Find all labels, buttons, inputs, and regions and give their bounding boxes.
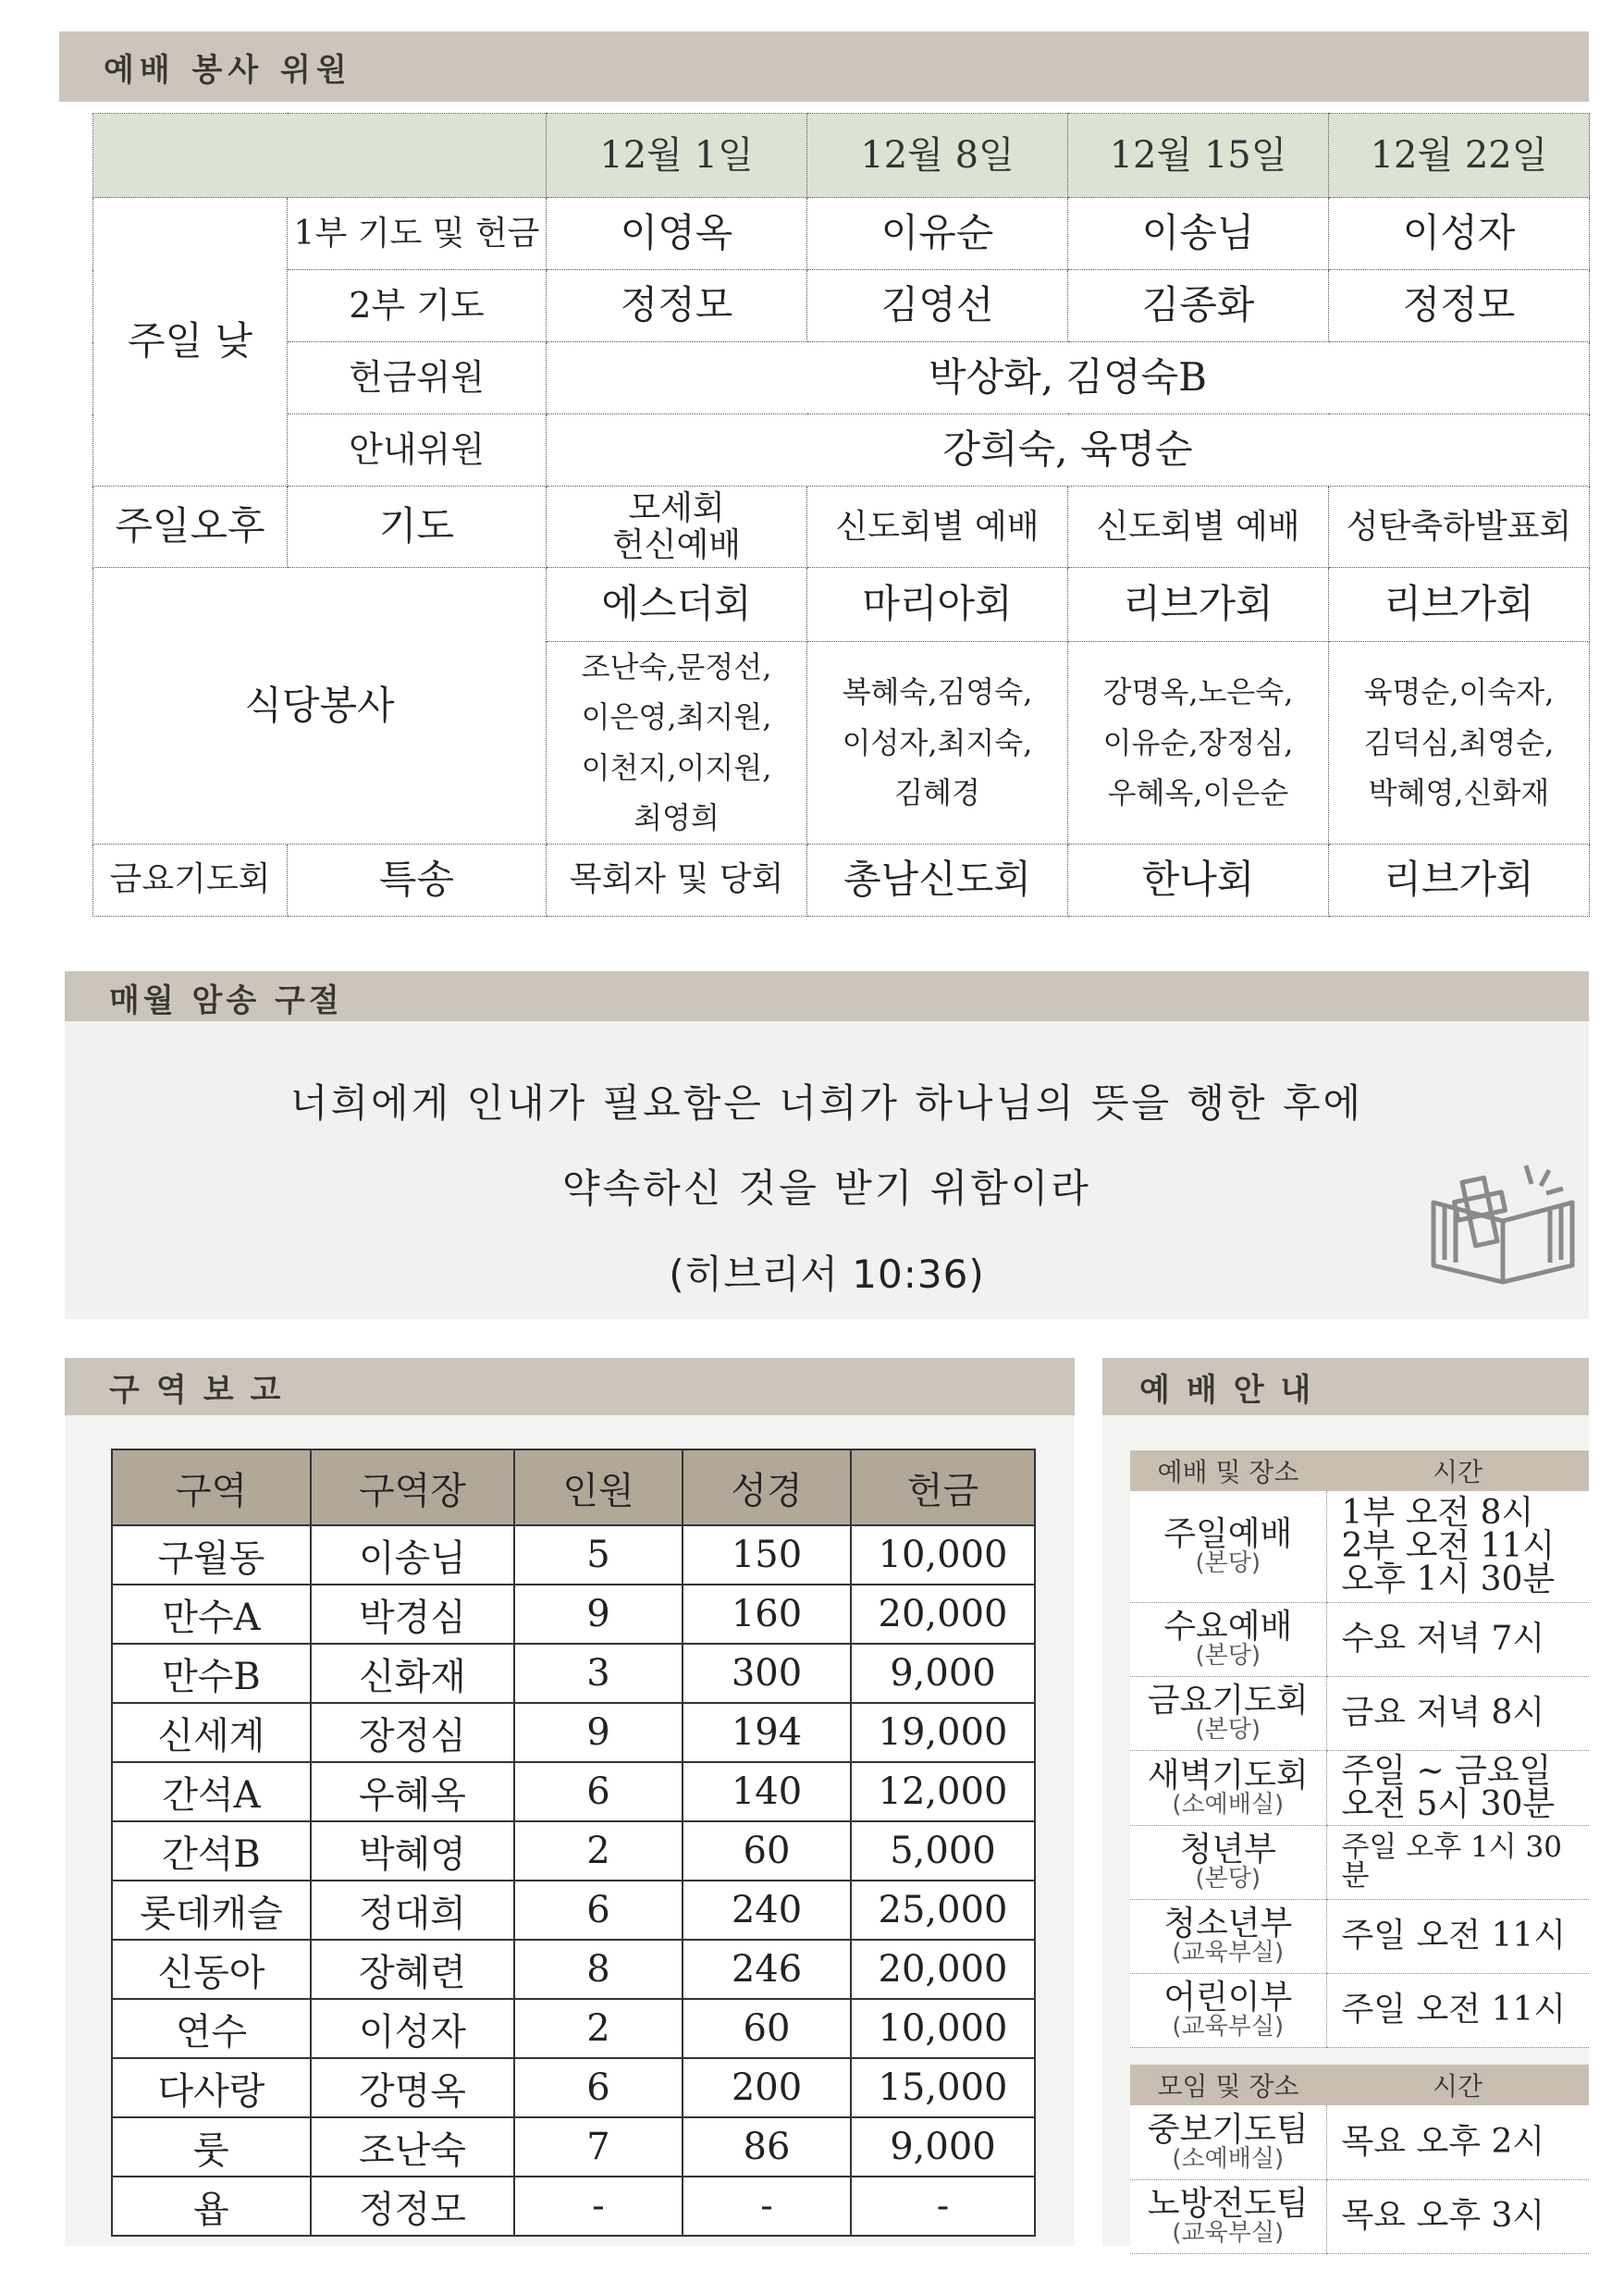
offering-amount: 20,000 — [851, 1585, 1035, 1644]
time-line: 금요 저녁 8시 — [1341, 1694, 1545, 1732]
worship-time — [1326, 1676, 1589, 1750]
kitchen-group: 리브가회 — [1329, 568, 1590, 642]
table-row — [112, 1940, 1035, 1999]
district-name: 만수A — [112, 1585, 311, 1644]
worship-place — [1130, 1973, 1326, 2047]
time-line: 2부 오전 11시 — [1341, 1526, 1556, 1565]
worship-place — [1130, 1825, 1326, 1899]
leader-name: 이성자 — [311, 1999, 514, 2058]
meeting-place — [1130, 2105, 1326, 2179]
meeting-name: 노방전도팀 — [1147, 2185, 1309, 2223]
worship-time — [1326, 1602, 1589, 1676]
bible-count: 86 — [683, 2117, 851, 2177]
meeting-place — [1130, 2179, 1326, 2253]
kitchen-label: 식당봉사 — [93, 568, 547, 845]
district-name: 구월동 — [112, 1525, 311, 1585]
afternoon-cell: 성탄축하발표회 — [1329, 487, 1590, 568]
leader-name: 강명옥 — [311, 2058, 514, 2117]
table-row — [112, 1999, 1035, 2058]
attendance: 6 — [514, 1881, 683, 1940]
offering-amount: 5,000 — [851, 1821, 1035, 1881]
friday-cell: 한나회 — [1068, 844, 1329, 916]
district-name: 간석B — [112, 1821, 311, 1881]
sunday-day-label: 주일 낮 — [93, 198, 288, 487]
meeting-row — [1130, 2179, 1589, 2253]
col-header-leader: 구역장 — [311, 1449, 514, 1525]
leader-name: 정대희 — [311, 1881, 514, 1940]
friday-cell: 목회자 및 당회 — [547, 844, 807, 916]
time-line: 목요 오후 2시 — [1341, 2122, 1545, 2161]
bible-count: 300 — [683, 1644, 851, 1703]
prayer1-cell: 이영옥 — [547, 198, 807, 270]
worship-row — [1130, 1825, 1589, 1899]
attendance: 8 — [514, 1940, 683, 1999]
dates-row — [93, 114, 1590, 198]
leader-name: 우혜옥 — [311, 1762, 514, 1821]
worship-row — [1130, 1491, 1589, 1602]
prayer2-cell: 정정모 — [1329, 270, 1590, 342]
district-name: 룻 — [112, 2117, 311, 2177]
worship-place — [1130, 1602, 1326, 1676]
attendance: 6 — [514, 2058, 683, 2117]
prayer2-cell: 김영선 — [807, 270, 1068, 342]
attendance: 7 — [514, 2117, 683, 2177]
offering-amount: 19,000 — [851, 1703, 1035, 1762]
meeting-schedule-table — [1130, 2065, 1589, 2254]
prayer1-row — [93, 198, 1590, 270]
district-name: 다사랑 — [112, 2058, 311, 2117]
worship-name: 주일예배 — [1163, 1514, 1293, 1553]
friday-row — [93, 844, 1590, 916]
leader-name: 이송님 — [311, 1525, 514, 1585]
leader-name: 장정심 — [311, 1703, 514, 1762]
section-header-worship-volunteers: 예배 봉사 위원 — [59, 31, 1589, 102]
date-cell: 12월 15일 — [1068, 114, 1329, 198]
attendance: 6 — [514, 1762, 683, 1821]
table-row — [112, 2058, 1035, 2117]
district-name: 신동아 — [112, 1940, 311, 1999]
col-header-time: 시간 — [1326, 1450, 1589, 1491]
prayer1-cell: 이유순 — [807, 198, 1068, 270]
prayer1-label: 1부 기도 및 헌금 — [288, 198, 547, 270]
worship-location: (교육부실) — [1172, 2013, 1285, 2041]
worship-location: (본당) — [1195, 1716, 1261, 1744]
kitchen-names: 복혜숙,김영숙, 이성자,최지숙, 김혜경 — [807, 642, 1068, 845]
table-row — [112, 1525, 1035, 1585]
table-row — [112, 1821, 1035, 1881]
meeting-location: (소예배실) — [1172, 2144, 1285, 2173]
district-name: 간석A — [112, 1762, 311, 1821]
sunday-afternoon-label: 주일오후 — [93, 487, 288, 568]
leader-name: 박혜영 — [311, 1821, 514, 1881]
time-line: 1부 오전 8시 — [1341, 1493, 1534, 1532]
bible-count: 60 — [683, 1821, 851, 1881]
worship-location: (교육부실) — [1172, 1939, 1285, 1967]
bible-count: 240 — [683, 1881, 851, 1940]
bible-count: - — [683, 2177, 851, 2236]
leader-name: 정정모 — [311, 2177, 514, 2236]
afternoon-cell: 모세회 헌신예배 — [547, 487, 807, 568]
meeting-row — [1130, 2105, 1589, 2179]
offering-amount: 10,000 — [851, 1999, 1035, 2058]
table-row — [112, 1703, 1035, 1762]
meeting-name: 중보기도팀 — [1147, 2110, 1309, 2149]
bible-count: 160 — [683, 1585, 851, 1644]
bible-count: 194 — [683, 1703, 851, 1762]
worship-location: (본당) — [1195, 1548, 1261, 1577]
empty-header-cell — [93, 114, 547, 198]
worship-volunteers-table — [92, 113, 1590, 917]
meeting-time — [1326, 2179, 1589, 2253]
offering-label: 헌금위원 — [288, 342, 547, 414]
time-line: 오후 1시 30분 — [1341, 1560, 1556, 1598]
kitchen-group: 리브가회 — [1068, 568, 1329, 642]
verse-line-1: 너희에게 인내가 필요함은 너희가 하나님의 뜻을 행한 후에 — [289, 1080, 1364, 1126]
worship-time — [1326, 1825, 1589, 1899]
attendance: 9 — [514, 1585, 683, 1644]
meeting-location: (교육부실) — [1172, 2219, 1285, 2247]
offering-amount: 25,000 — [851, 1881, 1035, 1940]
prayer1-cell: 이송님 — [1068, 198, 1329, 270]
district-name: 욥 — [112, 2177, 311, 2236]
kitchen-names: 육명순,이숙자, 김덕심,최영순, 박혜영,신화재 — [1329, 642, 1590, 845]
table-row — [112, 2177, 1035, 2236]
worship-time — [1326, 1750, 1589, 1825]
time-line: 주일 오전 11시 — [1341, 1917, 1567, 1955]
worship-name: 어린이부 — [1163, 1979, 1293, 2016]
offering-amount: 12,000 — [851, 1762, 1035, 1821]
kitchen-group: 마리아회 — [807, 568, 1068, 642]
worship-time — [1326, 1491, 1589, 1602]
worship-row — [1130, 1973, 1589, 2047]
section-header-memory-verse: 매월 암송 구절 — [65, 971, 1589, 1023]
date-cell: 12월 8일 — [807, 114, 1068, 198]
offering-amount: 10,000 — [851, 1525, 1035, 1585]
kitchen-group: 에스더회 — [547, 568, 807, 642]
worship-name: 수요예배 — [1163, 1608, 1293, 1646]
worship-place — [1130, 1750, 1326, 1825]
col-header-bible: 성경 — [683, 1449, 851, 1525]
leader-name: 조난숙 — [311, 2117, 514, 2177]
attendance: - — [514, 2177, 683, 2236]
worship-schedule-table — [1130, 1450, 1589, 2048]
offering-amount: 20,000 — [851, 1940, 1035, 1999]
section-header-district-report: 구역보고 — [65, 1358, 1075, 1415]
leader-name: 신화재 — [311, 1644, 514, 1703]
attendance: 9 — [514, 1703, 683, 1762]
friday-cell: 리브가회 — [1329, 844, 1590, 916]
afternoon-cell: 신도회별 예배 — [807, 487, 1068, 568]
bible-count: 60 — [683, 1999, 851, 2058]
bible-count: 140 — [683, 1762, 851, 1821]
section-header-worship-guide: 예배안내 — [1102, 1358, 1589, 1415]
afternoon-cell: 신도회별 예배 — [1068, 487, 1329, 568]
district-name: 신세계 — [112, 1703, 311, 1762]
worship-name: 청소년부 — [1163, 1905, 1293, 1942]
worship-row — [1130, 1676, 1589, 1750]
district-report-table — [111, 1449, 1036, 2237]
date-cell: 12월 1일 — [547, 114, 807, 198]
leader-name: 장혜련 — [311, 1940, 514, 1999]
district-table-header — [112, 1449, 1035, 1525]
sunday-afternoon-sub: 기도 — [288, 487, 547, 568]
bible-count: 200 — [683, 2058, 851, 2117]
prayer1-cell: 이성자 — [1329, 198, 1590, 270]
col-header-offering: 헌금 — [851, 1449, 1035, 1525]
attendance: 3 — [514, 1644, 683, 1703]
offering-amount: 15,000 — [851, 2058, 1035, 2117]
time-line: 주일 오전 11시 — [1341, 1991, 1567, 2029]
worship-location: (본당) — [1195, 1642, 1261, 1670]
leader-name: 박경심 — [311, 1585, 514, 1644]
worship-place — [1130, 1676, 1326, 1750]
date-cell: 12월 22일 — [1329, 114, 1590, 198]
table-row — [112, 1585, 1035, 1644]
prayer2-row — [93, 270, 1590, 342]
district-name: 롯데캐슬 — [112, 1881, 311, 1940]
col-header-attendance: 인원 — [514, 1449, 683, 1525]
prayer2-cell: 정정모 — [547, 270, 807, 342]
attendance: 2 — [514, 1821, 683, 1881]
offering-amount: 9,000 — [851, 1644, 1035, 1703]
worship-schedule-header — [1130, 1450, 1589, 1491]
time-line: 목요 오후 3시 — [1341, 2197, 1545, 2235]
worship-row — [1130, 1750, 1589, 1825]
district-name: 만수B — [112, 1644, 311, 1703]
attendance: 5 — [514, 1525, 683, 1585]
prayer2-label: 2부 기도 — [288, 270, 547, 342]
col-header-district: 구역 — [112, 1449, 311, 1525]
worship-location: (본당) — [1195, 1865, 1261, 1893]
worship-name: 금요기도회 — [1147, 1682, 1309, 1720]
time-line: 오전 5시 30분 — [1341, 1784, 1556, 1823]
offering-amount: 9,000 — [851, 2117, 1035, 2177]
attendance: 2 — [514, 1999, 683, 2058]
col-header-time: 시간 — [1326, 2065, 1589, 2105]
friday-label: 금요기도회 — [93, 844, 288, 916]
meeting-time — [1326, 2105, 1589, 2179]
offering-amount: - — [851, 2177, 1035, 2236]
worship-time — [1326, 1973, 1589, 2047]
worship-place — [1130, 1899, 1326, 1973]
worship-name: 새벽기도회 — [1147, 1756, 1309, 1794]
district-name: 연수 — [112, 1999, 311, 2058]
usher-names: 강희숙, 육명순 — [547, 414, 1590, 487]
table-row — [112, 2117, 1035, 2177]
worship-name: 청년부 — [1179, 1831, 1276, 1868]
time-line: 주일 ~ 금요일 — [1341, 1751, 1552, 1790]
time-line: 주일 오후 1시 30분 — [1341, 1831, 1562, 1893]
worship-row — [1130, 1899, 1589, 1973]
offering-names: 박상화, 김영숙B — [547, 342, 1590, 414]
worship-time — [1326, 1899, 1589, 1973]
col-header-worship-place: 예배 및 장소 — [1130, 1450, 1326, 1491]
sunday-afternoon-row — [93, 487, 1590, 568]
offering-row — [93, 342, 1590, 414]
kitchen-names: 강명옥,노은숙, 이유순,장정심, 우혜옥,이은순 — [1068, 642, 1329, 845]
bible-count: 246 — [683, 1940, 851, 1999]
usher-label: 안내위원 — [288, 414, 547, 487]
table-row — [112, 1762, 1035, 1821]
col-header-meeting-place: 모임 및 장소 — [1130, 2065, 1326, 2105]
open-bible-icon — [1424, 1156, 1581, 1286]
friday-sub: 특송 — [288, 844, 547, 916]
worship-place — [1130, 1491, 1326, 1602]
friday-cell: 총남신도회 — [807, 844, 1068, 916]
kitchen-groups-row — [93, 568, 1590, 642]
kitchen-names: 조난숙,문정선, 이은영,최지원, 이천지,이지원, 최영희 — [547, 642, 807, 845]
table-row — [112, 1644, 1035, 1703]
verse-reference: (히브리서 10:36) — [669, 1252, 985, 1297]
worship-location: (소예배실) — [1172, 1790, 1285, 1819]
worship-row — [1130, 1602, 1589, 1676]
usher-row — [93, 414, 1590, 487]
meeting-schedule-header — [1130, 2065, 1589, 2105]
time-line: 수요 저녁 7시 — [1341, 1620, 1545, 1658]
table-row — [112, 1881, 1035, 1940]
prayer2-cell: 김종화 — [1068, 270, 1329, 342]
verse-line-2: 약속하신 것을 받기 위함이라 — [562, 1166, 1091, 1211]
bible-count: 150 — [683, 1525, 851, 1585]
